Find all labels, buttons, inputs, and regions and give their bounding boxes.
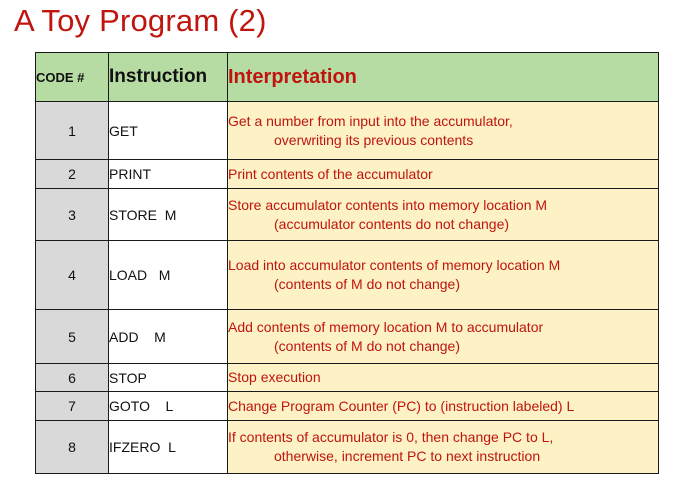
instruction-cell: IFZERO L xyxy=(109,421,228,474)
interpretation-line1: Print contents of the accumulator xyxy=(228,165,433,182)
interpretation-line1: Add contents of memory location M to accumulator xyxy=(228,318,544,335)
instruction-cell: ADD M xyxy=(109,310,228,364)
interpretation-line2: (contents of M do not change) xyxy=(274,337,460,354)
interpretation-line1: Load into accumulator contents of memory location M xyxy=(228,257,561,273)
page-title: A Toy Program (2) xyxy=(14,3,267,38)
header-instruction: Instruction xyxy=(109,53,228,102)
table-row xyxy=(36,241,659,310)
table-row xyxy=(36,189,659,241)
code-cell: 2 xyxy=(36,160,109,189)
header-row xyxy=(36,53,659,102)
header-code: CODE # xyxy=(36,53,109,102)
interpretation-cell xyxy=(228,160,659,189)
code-cell: 7 xyxy=(36,392,109,421)
code-cell: 5 xyxy=(36,310,109,364)
interpretation-cell xyxy=(228,189,659,241)
interpretation-line1: If contents of accumulator is 0, then change PC to L, xyxy=(228,429,554,445)
interpretation-line1: Get a number from input into the accumulator, xyxy=(228,112,513,129)
interpretation-line1: Change Program Counter (PC) to (instruction labeled) L xyxy=(228,397,575,414)
table-row xyxy=(36,160,659,189)
instruction-cell: PRINT xyxy=(109,160,228,189)
interpretation-line1: Store accumulator contents into memory location M xyxy=(228,196,548,213)
table-row xyxy=(36,102,659,160)
instruction-cell: GET xyxy=(109,102,228,160)
table-row xyxy=(36,364,659,392)
header-interpretation: Interpretation xyxy=(228,53,659,102)
interpretation-line2: overwriting its previous contents xyxy=(274,131,474,148)
instruction-cell: GOTO L xyxy=(109,392,228,421)
interpretation-cell xyxy=(228,102,659,160)
interpretation-line2: otherwise, increment PC to next instruction xyxy=(274,448,541,464)
table-row xyxy=(36,392,659,421)
interpretation-cell xyxy=(228,392,659,421)
interpretation-cell xyxy=(228,364,659,392)
interpretation-line2: (contents of M do not change) xyxy=(274,276,460,292)
interpretation-cell xyxy=(228,421,659,474)
instruction-cell: STOP xyxy=(109,364,228,392)
code-cell: 8 xyxy=(36,421,109,474)
instruction-cell: STORE M xyxy=(109,189,228,241)
interpretation-cell xyxy=(228,310,659,364)
interpretation-cell xyxy=(228,241,659,310)
code-cell: 4 xyxy=(36,241,109,310)
code-cell: 6 xyxy=(36,364,109,392)
interpretation-line1: Stop execution xyxy=(228,369,321,385)
table-row xyxy=(36,310,659,364)
instruction-cell: LOAD M xyxy=(109,241,228,310)
interpretation-line2: (accumulator contents do not change) xyxy=(274,215,510,232)
code-cell: 1 xyxy=(36,102,109,160)
instruction-table xyxy=(35,52,659,474)
code-cell: 3 xyxy=(36,189,109,241)
table-row xyxy=(36,421,659,474)
